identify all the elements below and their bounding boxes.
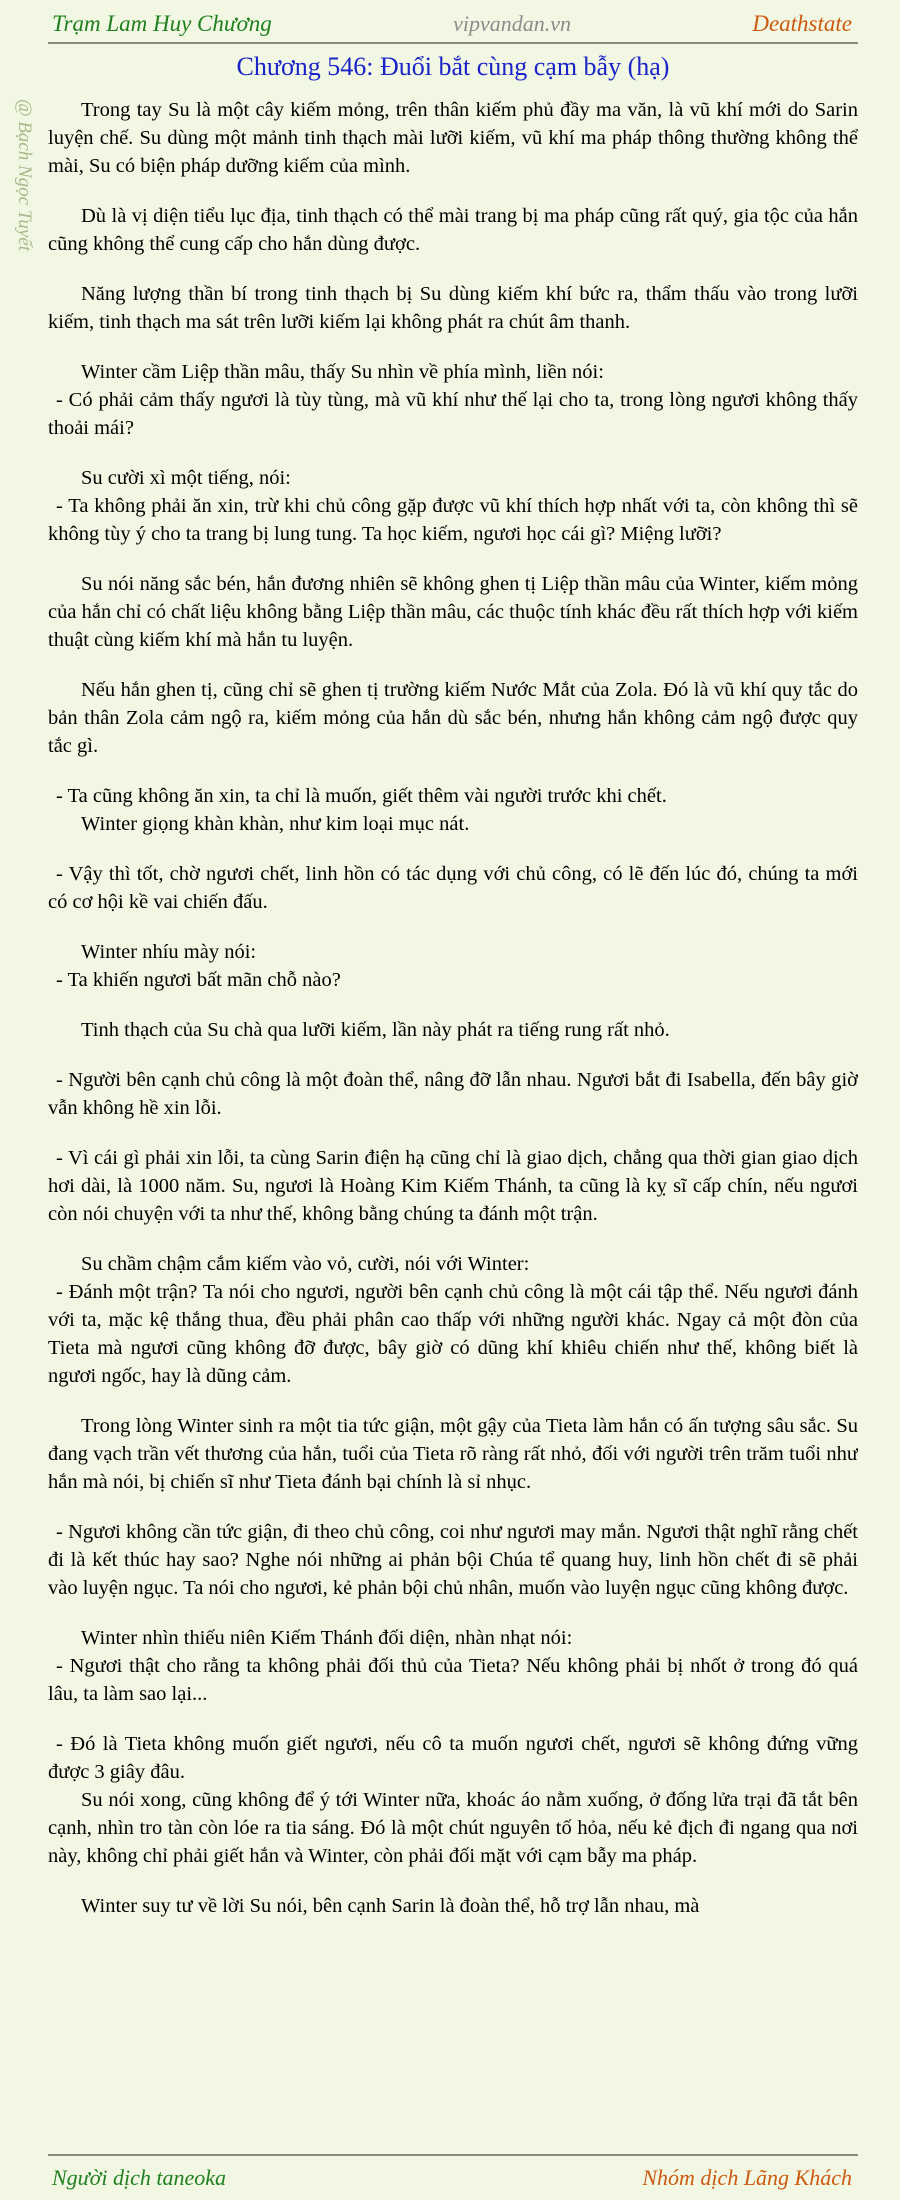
footer-group: Nhóm dịch Lãng Khách — [642, 2165, 852, 2190]
paragraph: Winter suy tư về lời Su nói, bên cạnh Sarin là đoàn thể, hỗ trợ lẫn nhau, mà — [81, 1895, 700, 1917]
paragraph: Su nói năng sắc bén, hắn đương nhiên sẽ không ghen tị Liệp thần mâu của Winter, kiếm mỏng của hắn chỉ có chất liệu không bằng Liệp thần mâu, các thuộc tính khác đều rất thích hợp với kiếm thuật cùng kiếm khí mà hắn tu luyện. — [48, 573, 858, 651]
dialogue-line: - Vậy thì tốt, chờ ngươi chết, linh hồn có tác dụng với chủ công, có lẽ đến lúc đó, chúng ta mới có cơ hội kề vai chiến đấu. — [48, 863, 858, 913]
dialogue-line: - Đánh một trận? Ta nói cho ngươi, người bên cạnh chủ công là một cái tập thể. Nếu ngươi đánh với ta, mặc kệ thắng thua, đều phải phân cao thấp với những người khác. Ngay cả một đòn của Tieta mà ngươi cũng không đỡ được, bây giờ có dũng khí khiêu chiến như thế, không biết là ngươi ngốc, hay là dũng cảm. — [48, 1281, 858, 1387]
dialogue-line: - Ta khiến ngươi bất mãn chỗ nào? — [56, 969, 341, 991]
header-divider — [48, 42, 858, 44]
footer-translator: Người dịch taneoka — [52, 2165, 227, 2190]
dialogue-line: - Có phải cảm thấy ngươi là tùy tùng, mà vũ khí như thế lại cho ta, trong lòng ngươi không thấy thoải mái? — [48, 389, 858, 439]
paragraph: Tinh thạch của Su chà qua lưỡi kiếm, lần này phát ra tiếng rung rất nhỏ. — [81, 1019, 670, 1041]
paragraph: Winter cầm Liệp thần mâu, thấy Su nhìn về phía mình, liền nói: — [81, 361, 604, 383]
paragraph: Năng lượng thần bí trong tinh thạch bị Su dùng kiếm khí bức ra, thẩm thấu vào trong lưỡi kiếm, tinh thạch ma sát trên lưỡi kiếm lại không phát ra chút âm thanh. — [48, 283, 858, 333]
header-author: Trạm Lam Huy Chương — [52, 11, 272, 36]
paragraph: Dù là vị diện tiểu lục địa, tinh thạch có thể mài trang bị ma pháp cũng rất quý, gia tộc của hắn cũng không thể cung cấp cho hắn dùng được. — [48, 205, 858, 255]
dialogue-line: - Ta cũng không ăn xin, ta chỉ là muốn, giết thêm vài người trước khi chết. — [56, 785, 667, 807]
paragraph: Su nói xong, cũng không để ý tới Winter nữa, khoác áo nằm xuống, ở đống lửa trại đã tắt bên cạnh, nhìn tro tàn còn lóe ra tia sáng. Đó là một chút nguyên tố hỏa, nếu kẻ địch đi ngang qua nơi này, không chỉ phải giết hắn và Winter, còn phải đối mặt với cạm bẫy ma pháp. — [48, 1789, 858, 1867]
paragraph: Winter giọng khàn khàn, như kim loại mục nát. — [81, 813, 470, 835]
paragraph: Trong lòng Winter sinh ra một tia tức giận, một gậy của Tieta làm hắn có ấn tượng sâu sắc. Su đang vạch trần vết thương của hắn, tuổi của Tieta rõ ràng rất nhỏ, đối với người trên trăm tuổi như hắn mà nói, bị chiến sĩ như Tieta đánh bại chính là sỉ nhục. — [48, 1415, 858, 1493]
side-watermark: @ Bạch Ngọc Tuyết — [14, 98, 36, 252]
paragraph: Trong tay Su là một cây kiếm mỏng, trên thân kiếm phủ đầy ma văn, là vũ khí mới do Sarin luyện chế. Su dùng một mảnh tinh thạch mài lưỡi kiếm, vũ khí ma pháp thông thường không thể mài, Su có biện pháp dưỡng kiếm của mình. — [48, 99, 858, 177]
chapter-title: Chương 546: Đuổi bắt cùng cạm bẫy (hạ) — [236, 52, 670, 81]
page-footer — [0, 2156, 900, 2200]
chapter-content — [48, 96, 858, 2148]
page-header — [0, 0, 900, 48]
header-book: Deathstate — [752, 11, 852, 36]
paragraph: Su chầm chậm cắm kiếm vào vỏ, cười, nói với Winter: — [81, 1253, 530, 1275]
dialogue-line: - Đó là Tieta không muốn giết ngươi, nếu cô ta muốn ngươi chết, ngươi sẽ không đứng vững được 3 giây đâu. — [48, 1733, 858, 1783]
dialogue-line: - Vì cái gì phải xin lỗi, ta cùng Sarin điện hạ cũng chỉ là giao dịch, chẳng qua thời gian giao dịch hơi dài, là 1000 năm. Su, ngươi là Hoàng Kim Kiếm Thánh, ta cũng là kỵ sĩ cấp chín, nếu ngươi còn nói chuyện với ta như thế, không bằng chúng ta đánh một trận. — [48, 1147, 858, 1225]
dialogue-line: - Ta không phải ăn xin, trừ khi chủ công gặp được vũ khí thích hợp nhất với ta, còn không thì sẽ không tùy ý cho ta trang bị lung tung. Ta học kiếm, ngươi học cái gì? Miệng lưỡi? — [48, 495, 858, 545]
paragraph: Winter nhíu mày nói: — [81, 941, 257, 963]
paragraph: Nếu hắn ghen tị, cũng chỉ sẽ ghen tị trường kiếm Nước Mắt của Zola. Đó là vũ khí quy tắc do bản thân Zola cảm ngộ ra, kiếm mỏng của hắn dù sắc bén, nhưng hắn không cảm ngộ được quy tắc gì. — [48, 679, 858, 757]
header-site[interactable]: vipvandan.vn — [453, 11, 571, 36]
paragraph: Su cười xì một tiếng, nói: — [81, 467, 291, 489]
dialogue-line: - Ngươi thật cho rằng ta không phải đối thủ của Tieta? Nếu không phải bị nhốt ở trong đó quá lâu, ta làm sao lại... — [48, 1655, 858, 1705]
dialogue-line: - Người bên cạnh chủ công là một đoàn thể, nâng đỡ lẫn nhau. Ngươi bắt đi Isabella, đến bây giờ vẫn không hề xin lỗi. — [48, 1069, 858, 1119]
paragraph: Winter nhìn thiếu niên Kiếm Thánh đối diện, nhàn nhạt nói: — [81, 1627, 573, 1649]
dialogue-line: - Ngươi không cần tức giận, đi theo chủ công, coi như ngươi may mắn. Ngươi thật nghĩ rằng chết đi là kết thúc hay sao? Nghe nói những ai phản bội Chúa tể quang huy, linh hồn chết đi sẽ phải vào luyện ngục. Ta nói cho ngươi, kẻ phản bội chủ nhân, muốn vào luyện ngục cũng không được. — [48, 1521, 858, 1599]
